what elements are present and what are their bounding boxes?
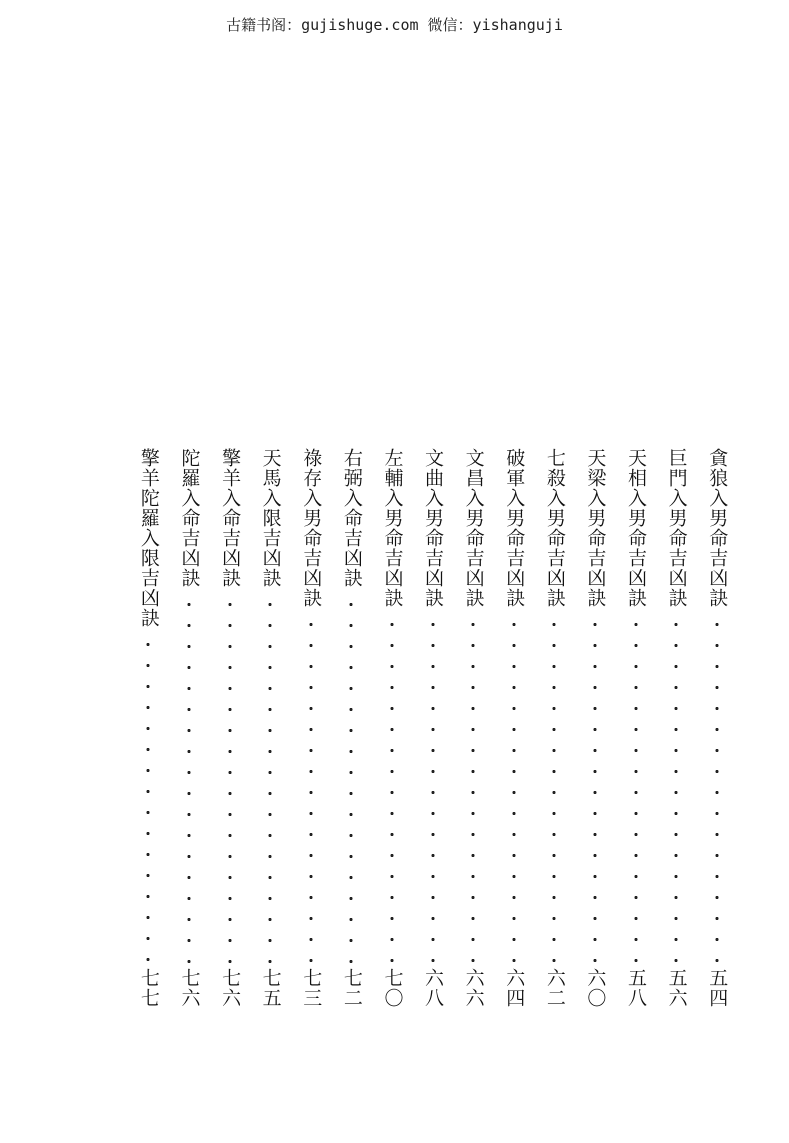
toc-entry — [575, 448, 616, 1008]
toc-dot-leader — [309, 614, 313, 964]
toc-dot-leader — [593, 614, 597, 964]
toc-page-number: 五六 — [665, 968, 688, 1008]
toc-entry-title: 天相入男命吉凶訣 — [625, 448, 648, 608]
toc-page-number: 六二 — [543, 968, 566, 1008]
toc-entry — [534, 448, 575, 1008]
toc-entry — [615, 448, 656, 1008]
toc-entry — [412, 448, 453, 1008]
toc-dot-leader — [187, 594, 191, 964]
toc-dot-leader — [349, 594, 353, 964]
toc-entry — [372, 448, 413, 1008]
toc-entry — [209, 448, 250, 1008]
toc-entry-title: 七殺入男命吉凶訣 — [543, 448, 566, 608]
toc-dot-leader — [512, 614, 516, 964]
toc-dot-leader — [431, 614, 435, 964]
toc-dot-leader — [674, 614, 678, 964]
toc-page-number: 七二 — [340, 968, 363, 1008]
toc-entry — [331, 448, 372, 1008]
toc-entry — [128, 448, 169, 1008]
toc-entry — [290, 448, 331, 1008]
toc-entry-title: 擎羊陀羅入限吉凶訣 — [137, 448, 160, 628]
toc-page-number: 七六 — [178, 968, 201, 1008]
toc-entry-title: 右弼入命吉凶訣 — [340, 448, 363, 588]
toc-entry — [656, 448, 697, 1008]
toc-dot-leader — [715, 614, 719, 964]
toc-dot-leader — [390, 614, 394, 964]
toc-page-number: 六八 — [422, 968, 445, 1008]
toc-page-number: 六四 — [503, 968, 526, 1008]
toc-page-number: 七五 — [259, 968, 282, 1008]
toc-entry-title: 巨門入男命吉凶訣 — [665, 448, 688, 608]
toc-page-number: 七六 — [219, 968, 242, 1008]
toc-dot-leader — [228, 594, 232, 964]
toc-entry-title: 左輔入男命吉凶訣 — [381, 448, 404, 608]
toc-entry-title: 陀羅入命吉凶訣 — [178, 448, 201, 588]
table-of-contents — [128, 448, 737, 1008]
toc-dot-leader — [471, 614, 475, 964]
toc-dot-leader — [268, 594, 272, 964]
toc-entry-title: 天馬入限吉凶訣 — [259, 448, 282, 588]
watermark-header: 古籍书阁：gujishuge.com 微信：yishanguji — [226, 16, 563, 34]
toc-entry-title: 文曲入男命吉凶訣 — [422, 448, 445, 608]
toc-entry-title: 破軍入男命吉凶訣 — [503, 448, 526, 608]
toc-entry-title: 天梁入男命吉凶訣 — [584, 448, 607, 608]
toc-page-number: 五八 — [625, 968, 648, 1008]
toc-entry — [453, 448, 494, 1008]
toc-dot-leader — [634, 614, 638, 964]
toc-entry-title: 貪狼入男命吉凶訣 — [706, 448, 729, 608]
toc-page-number: 七七 — [137, 968, 160, 1008]
toc-entry-title: 文昌入男命吉凶訣 — [462, 448, 485, 608]
toc-page-number: 六六 — [462, 968, 485, 1008]
toc-dot-leader — [552, 614, 556, 964]
toc-entry-title: 祿存入男命吉凶訣 — [300, 448, 323, 608]
toc-entry — [696, 448, 737, 1008]
toc-page-number: 七〇 — [381, 968, 404, 1008]
toc-entry — [169, 448, 210, 1008]
toc-page-number: 七三 — [300, 968, 323, 1008]
toc-entry — [250, 448, 291, 1008]
toc-dot-leader — [146, 634, 150, 964]
toc-entry-title: 擎羊入命吉凶訣 — [219, 448, 242, 588]
toc-page-number: 五四 — [706, 968, 729, 1008]
toc-entry — [493, 448, 534, 1008]
toc-page-number: 六〇 — [584, 968, 607, 1008]
